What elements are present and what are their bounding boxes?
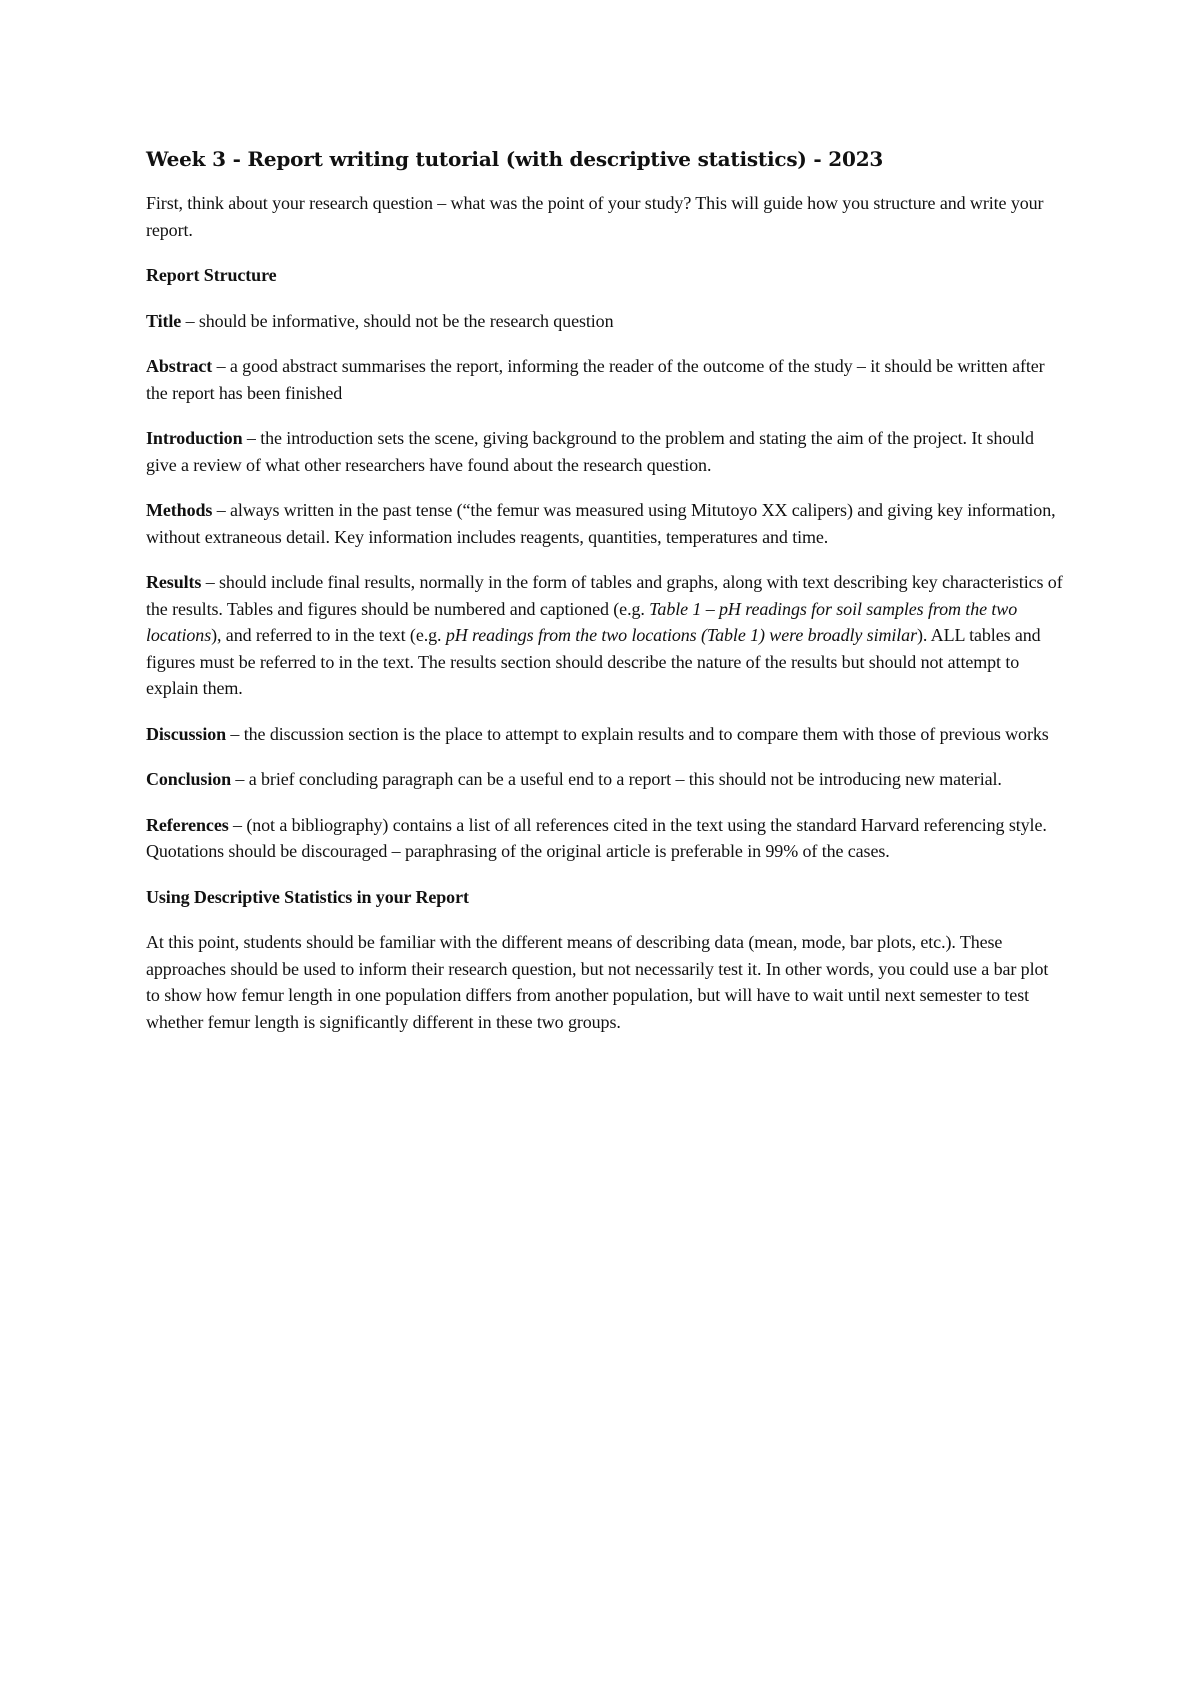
section-results-paragraph xyxy=(146,569,1066,702)
section-conclusion-paragraph xyxy=(146,766,1066,793)
section-term-introduction: Introduction xyxy=(146,428,243,448)
section-discussion-paragraph xyxy=(146,721,1066,748)
section-text-results-2: ), and referred to in the text (e.g. xyxy=(211,625,446,645)
section-term-methods: Methods xyxy=(146,500,213,520)
section-term-title: Title xyxy=(146,310,182,331)
descriptive-statistics-paragraph: At this point, students should be familiar with the different means of describing data (mean, mode, bar plots, etc.). These approaches should be used to inform their research question, but not necessarily test it. In other words, you could use a bar plot to show how femur length in one population differs from another population, but will have to wait until next semester to test whether femur length is significantly different in these two groups. xyxy=(146,932,1049,1032)
section-text-results-3: ). ALL tables and figures must be referred to in the text. The results section should describe the nature of the results but should not attempt to explain them. xyxy=(146,625,1041,698)
section-text-conclusion: – a brief concluding paragraph can be a useful end to a report – this should not be introducing new material. xyxy=(231,769,1002,789)
section-text-abstract: – a good abstract summarises the report, informing the reader of the outcome of the study – it should be written after the report has been finished xyxy=(146,356,1045,403)
section-references-paragraph xyxy=(146,812,1066,865)
section-text-discussion: – the discussion section is the place to attempt to explain results and to compare them with those of previous works xyxy=(226,723,1049,744)
document-page xyxy=(146,146,1066,1054)
section-text-results-1: – should include final results, normally in the form of tables and graphs, along with text describing key characteristics of the results. Tables and figures should be numbered and captioned (e.g. xyxy=(146,572,1063,619)
section-methods-paragraph xyxy=(146,497,1066,550)
section-introduction-paragraph xyxy=(146,425,1066,478)
section-text-introduction: – the introduction sets the scene, giving background to the problem and stating the aim of the project. It should give a review of what other researchers have found about the research question. xyxy=(146,428,1034,475)
section-term-results: Results xyxy=(146,572,202,592)
report-structure-heading: Report Structure xyxy=(146,265,277,285)
section-title-paragraph xyxy=(146,308,1066,335)
section-text-references: – (not a bibliography) contains a list of all references cited in the text using the standard Harvard referencing style. Quotations should be discouraged – paraphrasing of the original article is preferable in 99% of the cases. xyxy=(146,814,1047,861)
section-term-references: References xyxy=(146,814,229,835)
section-text-title: – should be informative, should not be the research question xyxy=(181,310,614,331)
section-abstract-paragraph xyxy=(146,353,1066,406)
descriptive-statistics-heading: Using Descriptive Statistics in your Report xyxy=(146,886,469,907)
section-italic-results-2: pH readings from the two locations (Table 1) were broadly similar xyxy=(445,625,917,645)
document-title: Week 3 - Report writing tutorial (with descriptive statistics) - 2023 xyxy=(146,147,884,171)
section-term-discussion: Discussion xyxy=(146,723,227,744)
section-text-methods: – always written in the past tense (“the femur was measured using Mitutoyo XX calipers) and giving key information, without extraneous detail. Key information includes reagents, quantities, temperatures and time. xyxy=(146,500,1056,547)
section-term-abstract: Abstract xyxy=(146,356,213,376)
section-italic-results-1: Table 1 – pH readings for soil samples from the two locations xyxy=(146,598,1018,645)
intro-paragraph: First, think about your research question – what was the point of your study? This will guide how you structure and write your report. xyxy=(146,193,1044,240)
section-term-conclusion: Conclusion xyxy=(146,769,232,789)
